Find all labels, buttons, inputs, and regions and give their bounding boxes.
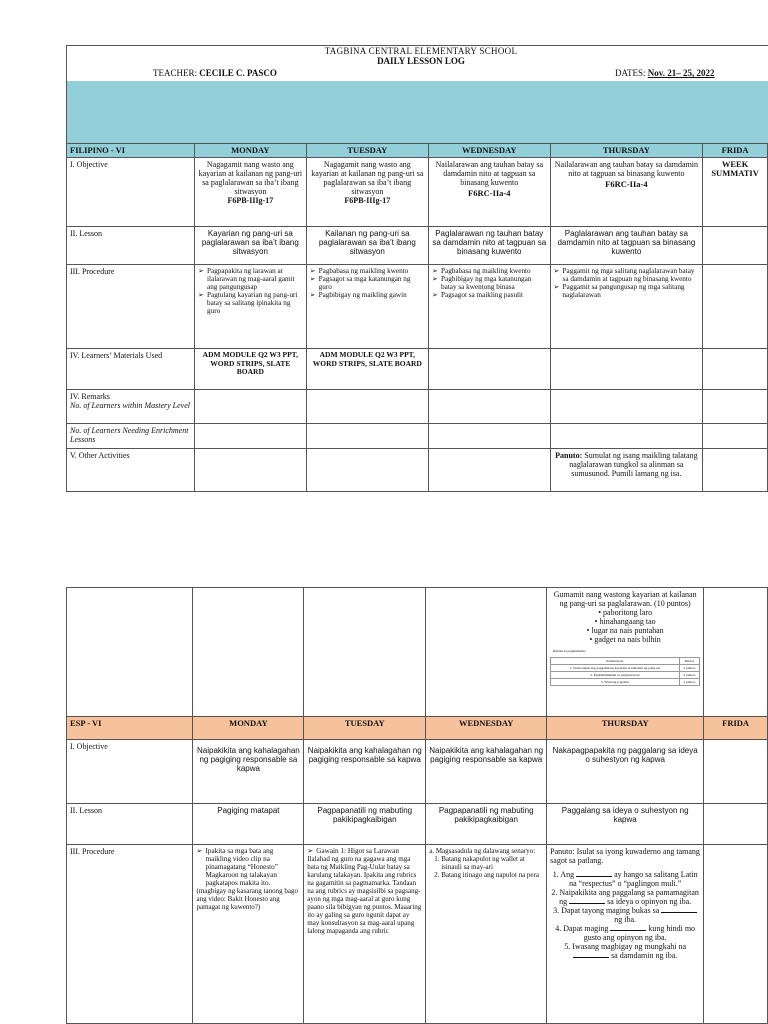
procedure-item: ➢ Pagbabasa ng maikling kwento (432, 267, 547, 275)
procedure-thursday (550, 265, 703, 349)
esp-procedure-row (67, 845, 768, 1024)
esp-day-header (67, 717, 768, 740)
esp-procedure-thursday: Panuto: Isulat sa iyong kuwaderno ang tamang sagot sa patlang. 1. Ang ay hango sa salitang Latin na “respectus” o “paglingon muli.” 2. Naipakikita ang paggalang sa pamamagitan ng sa ideya o opinyon ng iba. 3. Dapat tayong maging bukas sa ng iba. 4. Dapat maging kung hindi mo gusto ang opinyon ng iba. 5. Iwasang magbigay ng mungkahi na sa damdamin ng iba. (547, 845, 704, 1024)
procedure-item: ➢ Pagtulang kayarian ng pang-uri batay sa salitang ipinakita ng guro (198, 291, 303, 315)
esp-table (66, 587, 768, 1024)
esp-procedure-tuesday: ➢ Gawain 1: Higot sa Larawan Ilalahad ng guro na gagawa ang mga bata ng Maikling Pag-Uulat batay sa karulang talakayan. Ipakita ang rubrics na gagamitin sa pagmamarka. Tandaan na ang rubrics ay magsisilbi sa pagsang-ayon ng mga mag-aaral at guro kung paano sila bibigyan ng puntos. Maaaring ito ay galing sa guro ngunit dapat ay may konsultasyon sa mag-aaral upang lalong mapaganda ang rubric (304, 845, 426, 1024)
materials-wednesday (429, 349, 551, 390)
lesson-wednesday: Paglalarawan ng tauhan batay sa damdamin nito at tagpuan sa binasang kuwento (429, 227, 551, 265)
esp-objective-tuesday: Naipakikita ang kahalagahan ng pagiging responsable sa kapwa (304, 740, 426, 804)
esp-lesson-row (67, 804, 768, 845)
procedure-item: ➢ Ipakita sa mga bata ang maikling video clip na pinamagatang “Honesto” Magkaroon ng talakayan pagkatapos makita ito. (196, 847, 300, 887)
objective-row (67, 158, 768, 227)
list-item: • gadget na nais bilhin (589, 635, 661, 644)
filipino-day-header (67, 144, 768, 158)
procedure-item: 2. Batang itinago ang napulot na pera (441, 871, 543, 879)
procedure-wednesday (429, 265, 551, 349)
subject-label: ESP - VI (67, 717, 193, 740)
materials-monday: ADM MODULE Q2 W3 PPT, WORD STRIPS, SLATE BOARD (195, 349, 307, 390)
other-thursday: Panuto: Sumulat ng isang maikling talatang naglalarawan tungkol sa alinman sa sumusunod. Pumili lamang ng isa. (550, 449, 703, 492)
continuation-row (67, 588, 768, 717)
procedure-item: ➢ Paggamit sa pangungusap ng mga salitang naglalarawan (554, 283, 700, 299)
lesson-tuesday: Kailanan ng pang-uri sa paglalarawan sa iba’t ibang sitwasyon (306, 227, 428, 265)
row-label-enrichment: No. of Learners Needing Enrichment Lessons (67, 424, 195, 449)
row-label-procedure: III. Procedure (67, 845, 193, 1024)
filipino-table (66, 143, 768, 492)
day-friday: FRIDA (704, 717, 768, 740)
header-color-band (67, 81, 768, 145)
row-label-lesson: II. Lesson (67, 227, 195, 265)
day-monday: MONDAY (193, 717, 304, 740)
document-title: DAILY LESSON LOG (377, 56, 465, 66)
lesson-thursday: Paglalarawan ang tauhan batay sa damdamin nito at tagpuan sa binasang kuwento (550, 227, 703, 265)
lesson-monday: Kayarian ng pang-uri sa paglalarawan sa iba’t ibang sitwasyon (195, 227, 307, 265)
dates-line: DATES: Nov. 21– 25, 2022 (615, 68, 715, 78)
procedure-item: 1. Batang nakapulot ng wallet at isinauli sa may-ari (441, 855, 543, 871)
procedure-item: ➢ Pagpapakita ng larawan at ilalarawan ng mag-aaral gamit ang pangungusap (198, 267, 303, 291)
rubric-title: Rubrik sa pagmamarka (553, 649, 586, 653)
esp-procedure-wednesday: a. Magsasadula ng dalawang senaryo: 1. Batang nakapulot ng wallet at isinauli sa may-ari 2. Batang itinago ang napulot na pera (426, 845, 547, 1024)
procedure-item: ➢ Pagbabasa ng maikling kwento (310, 267, 425, 275)
objective-friday: WEEK SUMMATIV (703, 158, 768, 227)
esp-lesson-monday: Pagiging matapat (193, 804, 304, 845)
procedure-item: ➢ Pagsagot sa maikling pasulit (432, 291, 547, 299)
lesson-row (67, 227, 768, 265)
procedure-item: ➢ Paggamit ng mga salitang naglalarawan batay sa damdamin at tagpuan ng binasang kwento (554, 267, 700, 283)
header-band (66, 45, 768, 144)
objective-monday: Nagagamit nang wasto ang kayarian at kailanan ng pang-uri sa paglalarawan sa iba’t ibang sitwasyon F6PB-IIIg-17 (195, 158, 307, 227)
day-friday: FRIDA (703, 144, 768, 158)
procedure-item: ➢ Gawain 1: Higot sa Larawan (307, 847, 422, 855)
objective-wednesday: Nailalarawan ang tauhan batay sa damdamin nito at tagpuan sa binasang kuwento F6RC-IIa-4 (429, 158, 551, 227)
row-label-materials: IV. Learners’ Materials Used (67, 349, 195, 390)
day-thursday: THURSDAY (550, 144, 703, 158)
esp-objective-wednesday: Naipakikita ang kahalagahan ng pagiging responsable sa kapwa (426, 740, 547, 804)
procedure-tuesday (306, 265, 428, 349)
procedure-item: ➢ Pagbibigay ng maikling gawin (310, 291, 425, 299)
procedure-row (67, 265, 768, 349)
rubric-table: Pamantayan Puntos 1. Wasto/tiyak ang paggamit ng kayarian at kailanan ng pang-uri 5 puntos 2. Pagkamalikhain sa paglalarawan 3 puntos 3. Wastong pagsulat 2 puntos (550, 657, 700, 686)
procedure-item: ➢ Pagsagot sa mga katanungan ng guro (310, 275, 425, 291)
continuation-thursday: Gumamit nang wastong kayarian at kailanan ng pang-uri sa paglalarawan. (10 puntos) • paboritong laro • hinahangaang tao • lugar na nais puntahan • gadget na nais bilhin Rubrik sa pagmamarka Pamantayan Puntos 1. Wasto/tiyak ang paggamit ng kayarian at kailanan ng pang-uri 5 puntos 2. Pagkamalikhain sa paglalarawan 3 puntos 3. Wastong pagsulat 2 puntos (547, 588, 704, 717)
list-item: • lugar na nais puntahan (586, 626, 664, 635)
other-activities-row (67, 449, 768, 492)
dates-value: Nov. 21– 25, 2022 (647, 68, 715, 78)
row-label-lesson: II. Lesson (67, 804, 193, 845)
teacher-line: TEACHER: CECILE C. PASCO (153, 68, 277, 78)
materials-friday (703, 349, 768, 390)
row-label-objective: I. Objective (67, 158, 195, 227)
procedure-item: ➢ Pagbibigay ng mga katanungan batay sa kwentong binasa (432, 275, 547, 291)
lesson-friday (703, 227, 768, 265)
row-label-procedure: III. Procedure (67, 265, 195, 349)
esp-objective-thursday: Nakapagpapakita ng paggalang sa ideya o suhestyon ng kapwa (547, 740, 704, 804)
row-label-remarks: IV. Remarks No. of Learners within Mastery Level (67, 390, 195, 424)
esp-lesson-tuesday: Pagpapanatili ng mabuting pakikipagkaibigan (304, 804, 426, 845)
day-tuesday: TUESDAY (304, 717, 426, 740)
esp-objective-monday: Naipakikita ang kahalagahan ng pagiging responsable sa kapwa (193, 740, 304, 804)
esp-lesson-wednesday: Pagpapanatili ng mabuting pakikipagkaibigan (426, 804, 547, 845)
day-thursday: THURSDAY (547, 717, 704, 740)
objective-thursday: Nailalarawan ang tauhan batay sa damdamin nito at tagpuan sa binasang kuwento F6RC-IIa-4 (550, 158, 703, 227)
materials-row (67, 349, 768, 390)
esp-objective-row (67, 740, 768, 804)
procedure-monday (195, 265, 307, 349)
day-tuesday: TUESDAY (306, 144, 428, 158)
day-monday: MONDAY (195, 144, 307, 158)
teacher-name: CECILE C. PASCO (199, 68, 277, 78)
enrichment-row (67, 424, 768, 449)
procedure-friday (703, 265, 768, 349)
list-item: • hinahangaang tao (594, 617, 656, 626)
esp-procedure-monday: ➢ Ipakita sa mga bata ang maikling video clip na pinamagatang “Honesto” Magkaroon ng talakayan pagkatapos makita ito. (magbigay ng kasarang tanong bago ang video: Bakit Honesto ang pamagat ng kuwento?) (193, 845, 304, 1024)
materials-thursday (550, 349, 703, 390)
day-wednesday: WEDNESDAY (429, 144, 551, 158)
list-item: • paboritong laro (598, 608, 653, 617)
row-label-objective: I. Objective (67, 740, 193, 804)
materials-tuesday: ADM MODULE Q2 W3 PPT, WORD STRIPS, SLATE BOARD (306, 349, 428, 390)
subject-label: FILIPINO - VI (67, 144, 195, 158)
day-wednesday: WEDNESDAY (426, 717, 547, 740)
row-label-other: V. Other Activities (67, 449, 195, 492)
remarks-row (67, 390, 768, 424)
school-name: TAGBINA CENTRAL ELEMENTARY SCHOOL (324, 46, 518, 56)
mastery-label: No. of Learners within Mastery Level (70, 401, 190, 410)
esp-lesson-thursday: Paggalang sa ideya o suhestyon ng kapwa (547, 804, 704, 845)
objective-tuesday: Nagagamit nang wasto ang kayarian at kailanan ng pang-uri sa paglalarawan sa iba’t ibang sitwasyon F6PB-IIIg-17 (306, 158, 428, 227)
